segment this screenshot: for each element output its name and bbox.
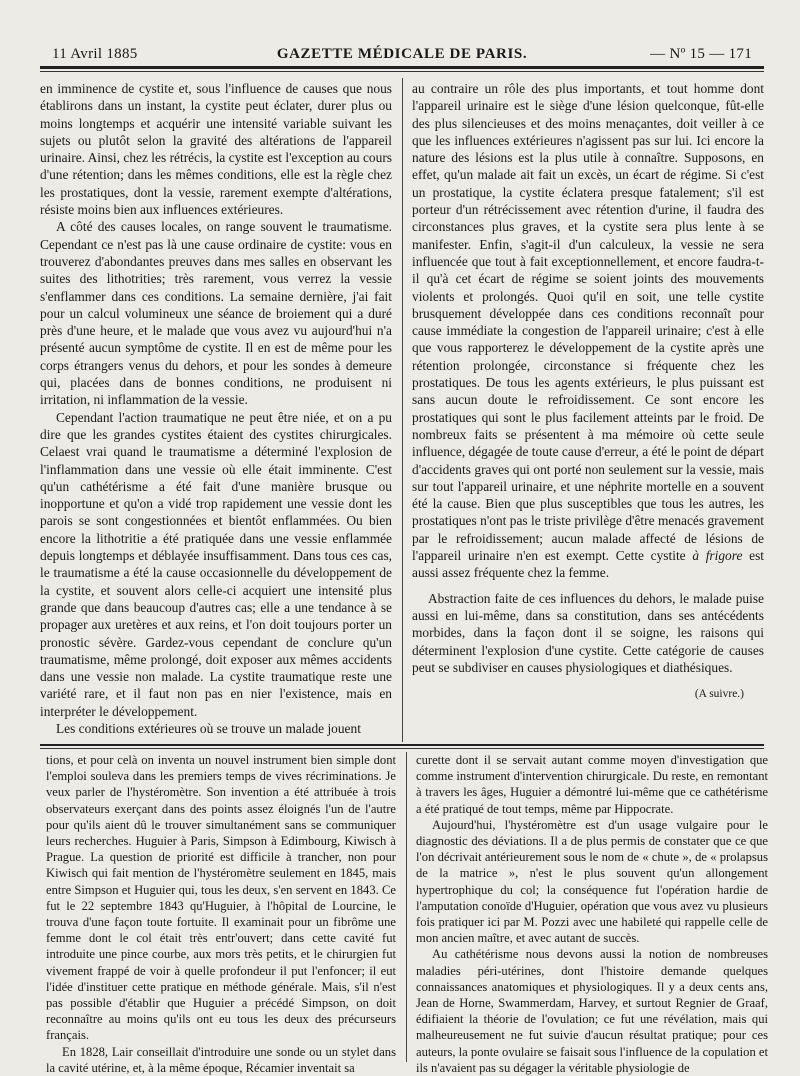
column-top-right — [412, 80, 764, 703]
italic-term: à frigore — [692, 548, 743, 564]
paragraph: curette dont il se servait autant comme moyen d'investigation que comme instrument d'intervention chirurgicale. Du reste, en remontant à travers les âges, Huguier a démontré lui-même que ce cathétérisme a été pratiqué de tout temps, même par Hippocrate. — [416, 753, 768, 816]
paragraph-tail: est aussi assez fréquente chez la femme. — [412, 548, 764, 581]
header-rule-thin — [40, 71, 764, 72]
paragraph — [412, 80, 764, 582]
paragraph: Abstraction faite de ces influences du dehors, le malade puise aussi en lui-même, dans sa constitution, dans ses antécédents morbides, dans la façon dont il se soigne, les raisons qui déterminent l'explosion d'une cystite. Cette catégorie de causes peut se subdiviser en causes physiologiques et diathésiques. — [412, 590, 764, 675]
issue-date: 11 Avril 1885 — [52, 46, 138, 62]
paragraph: tions, et pour celà on inventa un nouvel instrument bien simple dont l'emploi souleva dans les premiers temps de vives récriminations. Je veux parler de l'hystéromètre. Son invention a été attribuée à trois observateurs exerçant dans des points assez éloignés l'un de l'autre pour qu'ils aient dû le trouver simultanément sans se communiquer leurs recherches. Huguier à Paris, Simpson à Edimbourg, Kiwisch à Prague. La question de priorité est difficile à trancher, non pour Kiwisch qui fait mention de l'hystéromètre seulement en 1845, mais entre Simpson et Huguier qui, tous les deux, s'en servent en 1843. Ce fut le 22 septembre 1843 qu'Huguier, à l'hôpital de Lourcine, le trouva d'une façon toute fortuite. Il examinait pour un fibrôme une femme dont le col était très entr'ouvert; dans cette cavité fut introduite une pince courbe, aux mors très petits, et le chirurgien fut vivement frappé de voir à quelle profondeur il put l'enfoncer; il eut l'idée d'instituer cette pratique en méthode générale. Mais, s'il n'est pas possible d'établir que Huguier a précédé Simpson, on doit reconnaître au moins qu'ils ont eu tous les deux des précurseurs français. — [46, 753, 396, 1043]
page-number: — Nº 15 — 171 — [650, 46, 752, 62]
paragraph: En 1828, Lair conseillait d'introduire une sonde ou un stylet dans la cavité utérine, et, à la même époque, Récamier inventait sa — [46, 1044, 396, 1075]
section-rule-thin — [40, 748, 764, 749]
section-rule-thick — [40, 744, 764, 746]
continued-note: (A suivre.) — [694, 688, 744, 701]
paragraph: Aujourd'hui, l'hystéromètre est d'un usage vulgaire pour le diagnostic des déviations. Il a de plus permis de constater que ce que l'on décrivait antérieurement sous le nom de « chute », de « prolapsus de la matrice », n'est le plus souvent qu'un allongement hypertrophique du col; la conséquence fut l'opération hardie de l'amputation conoïde d'Huguier, opération que vous avez vu plusieurs fois pratiquer ici par M. Pozzi avec une habileté qui rappelle celle de mon ancien maître, et avec autant de succès. — [416, 817, 768, 946]
paragraph: en imminence de cystite et, sous l'influence de causes que nous établirons dans un instant, la cystite peut éclater, durer plus ou moins longtemps et acquérir une intensité variable suivant les sujets ou plutôt selon la gravité des altérations de l'appareil urinaire. Ainsi, chez les rétrécis, la cystite est l'exception au cours d'une rétention; dans les mêmes conditions, elle est la règle chez les prostatiques, dont la vessie, rarement exempte d'altérations, résiste moins bien aux influences extérieures. — [40, 81, 392, 218]
column-divider-top — [402, 78, 403, 742]
header-rule-thick — [40, 66, 764, 69]
paragraph: Les conditions extérieures où se trouve un malade jouent — [56, 720, 361, 736]
page-header — [52, 44, 752, 64]
paragraph: Au cathétérisme nous devons aussi la notion de nombreuses maladies péri-utérines, dont l'histoire demande quelques connaissances anatomiques et physiologiques. Il y a deux cents ans, Jean de Horne, Swammerdam, Harvey, et surtout Regnier de Graaf, édifiaient la théorie de l'ovulation; ce fut une révélation, mais qui malheureusement ne fut suivie d'aucun résultat pratique; pour ces auteurs, la ponte ovulaire se faisait sous l'influence de la copulation et ils n'avaient pas su dégager la véritable physiologie de — [416, 947, 768, 1075]
column-bottom-right — [416, 752, 768, 1076]
column-divider-bottom — [406, 752, 407, 1062]
paragraph: A côté des causes locales, on range souvent le traumatisme. Cependant ce n'est pas là une cause ordinaire de cystite: vous en trouverez d'abondantes preuves dans mes salles en observant les suites des lithotrities; très rarement, vous verrez la vessie s'enflammer dans ces conditions. La semaine dernière, j'ai fait pour un calcul volumineux une séance de broiement qui a duré près d'une heure, et le malade que vous avez vu aujourd'hui n'a présenté aucun symptôme de cystite. Il en est de même pour les corps étrangers venus du dehors, et pour les sondes à demeure qui, placées dans de bonnes conditions, ne produisent ni irritation, ni inflammation de la vessie. — [40, 219, 392, 408]
journal-title: GAZETTE MÉDICALE DE PARIS. — [276, 46, 528, 62]
paragraph: Cependant l'action traumatique ne peut être niée, et on a pu dire que les grandes cystites étaient des cystites chirurgicales. Celaest vrai quand le traumatisme a déterminé l'explosion de l'inflammation dans une vessie où elle était imminente. C'est qu'un cathétérisme a été fait d'une manière brusque ou inopportune et qu'on a vidé trop rapidement une vessie dont les parois se sont congestionnées et bientôt enflammées. Ou bien encore la lithotritie a été pratiquée dans une vessie enflammée depuis longtemps et déblayée insuffisamment. Dans tous ces cas, le traumatisme a été la cause occasionnelle du développement de la cystite, et souvent alors celle-ci acquiert une intensité plus grande que dans beaucoup d'autres cas; elle a une tendance à se propager aux uretères et aux reins, et l'on doit toujours porter un pronostic sévère. Gardez-vous cependant de conclure qu'un traumatisme, même prolongé, doit exposer aux mêmes accidents dans une vessie non malade. La cystite traumatique reste une variété rare, et il faut non pas en nier l'existence, mais en interpréter le développement. — [40, 409, 392, 719]
column-top-left — [40, 80, 392, 737]
paragraph-text: au contraire un rôle des plus importants, et tout homme dont l'appareil urinaire est le siège d'une lésion quelconque, fût-elle des plus silencieuses et des moins menaçantes, doit veiller à ce que les influences extérieures n'agissent pas sur lui. Ici encore la nature des lésions est la plus utile à connaître. Supposons, en effet, qu'un malade ait fait un excès, un écart de régime. Si c'est un prostatique, la cystite éclatera presque fatalement; s'il est porteur d'un rétrécissement avec rétention d'urine, il faudra des circonstances plus graves, et la cystite sera plus lente à se manifester. Enfin, s'agit-il d'un calculeux, la vessie ne sera influencée que tout à fait exceptionnellement, et encore faudra-t-il qu'à cet écart de régime se soient joints des mouvements violents et prolongés. Quoi qu'il en soit, une telle cystite brusquement développée dans ces conditions reconnaît pour cause immédiate la congestion de l'appareil urinaire; c'est à elle que vous rapporterez le développement de la cystite après une rétention prolongée, circonstance si fréquente chez les prostatiques. De tous les agents extérieurs, le plus puissant est sans aucun doute le refroidissement. Ce sont encore les prostatiques qui sont le plus facilement atteints par le froid. De nombreux faits se présentent à ma mémoire où cette seule influence, dégagée de toute cause d'erreur, a été le point de départ d'accidents graves qui ont porté non seulement sur la vessie, mais sur tout l'appareil urinaire, et une néphrite mortelle en a souvent été la cause. Bien que plus susceptibles que tous les autres, les prostatiques n'ont pas le triste privilège d'être menacés gravement par le refroidissement; aucun malade affecté de lésions de l'appareil urinaire n'en est exempt. Cette cystite — [412, 81, 764, 564]
column-bottom-left — [46, 752, 396, 1076]
